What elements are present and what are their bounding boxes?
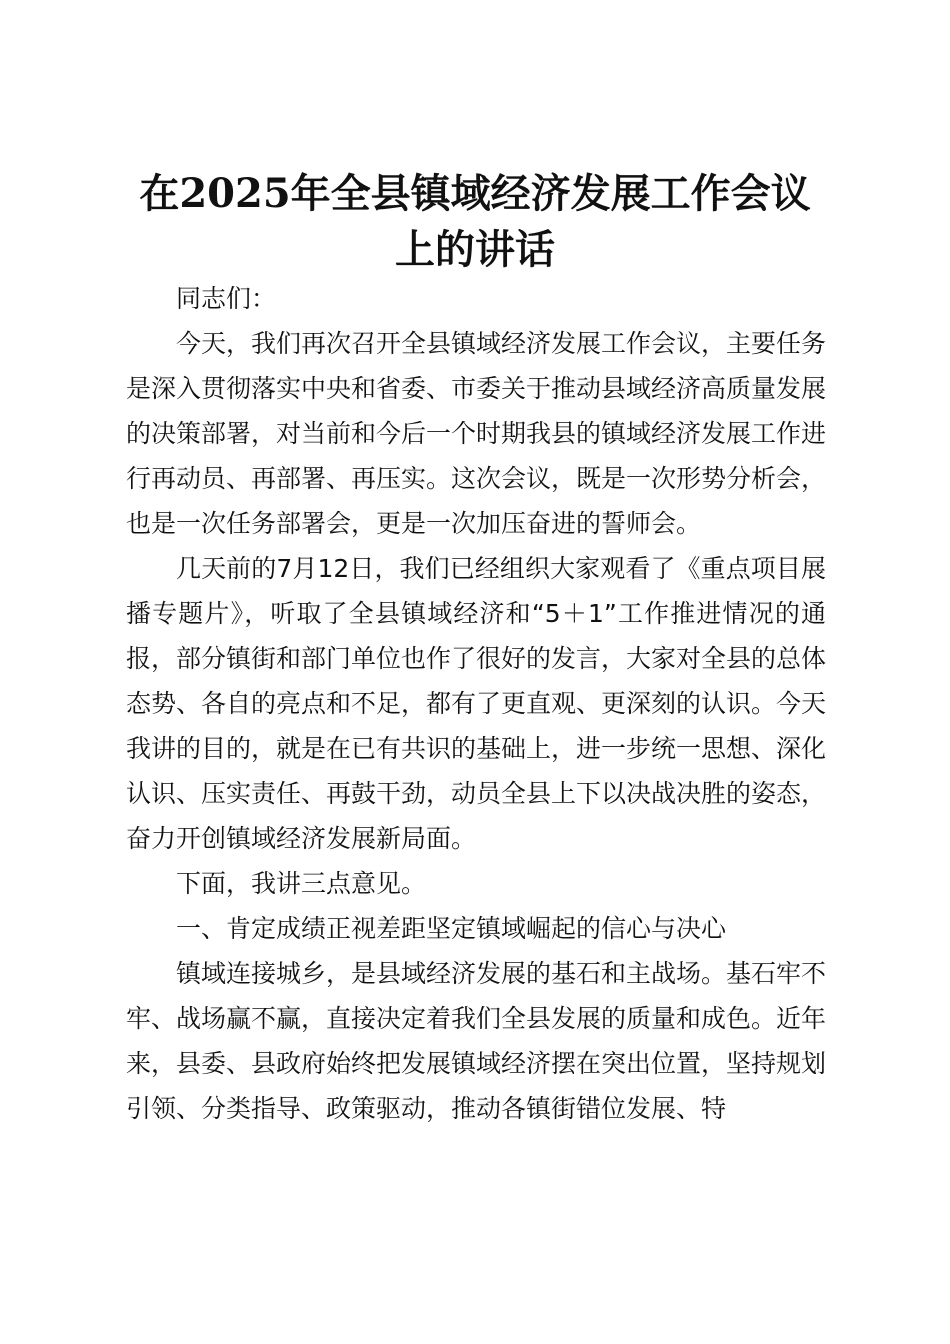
opening-paragraph: 今天，我们再次召开全县镇域经济发展工作会议，主要任务是深入贯彻落实中央和省委、市委关于推动县域经济高质量发展的决策部署，对当前和今后一个时期我县的镇域经济发展工作进行再动员、再部署、再压实。这次会议，既是一次形势分析会，也是一次任务部署会，更是一次加压奋进的誓师会。 bbox=[126, 329, 827, 538]
background-paragraph: 几天前的7月12日，我们已经组织大家观看了《重点项目展播专题片》，听取了全县镇域经济和“5＋1”工作推进情况的通报，部分镇街和部门单位也作了很好的发言，大家对全县的总体态势、各自的亮点和不足，都有了更直观、更深刻的认识。今天我讲的目的，就是在已有共识的基础上，进一步统一思想、深化认识、压实责任、再鼓干劲，动员全县上下以决战决胜的姿态，奋力开创镇域经济发展新局面。 bbox=[126, 554, 827, 853]
transition-paragraph: 下面，我讲三点意见。 bbox=[176, 869, 427, 898]
section-paragraph: 镇域连接城乡，是县域经济发展的基石和主战场。基石牢不牢、战场赢不赢，直接决定着我们全县发展的质量和成色。近年来，县委、县政府始终把发展镇域经济摆在突出位置，坚持规划引领、分类指导、政策驱动，推动各镇街错位发展、特 bbox=[126, 959, 827, 1123]
document-title: 在2025年全县镇域经济发展工作会议上的讲话 bbox=[139, 170, 811, 273]
salutation-paragraph: 同志们： bbox=[176, 284, 277, 313]
section-heading: 一、肯定成绩正视差距坚定镇域崛起的信心与决心 bbox=[176, 914, 727, 943]
document-body bbox=[126, 276, 826, 1131]
